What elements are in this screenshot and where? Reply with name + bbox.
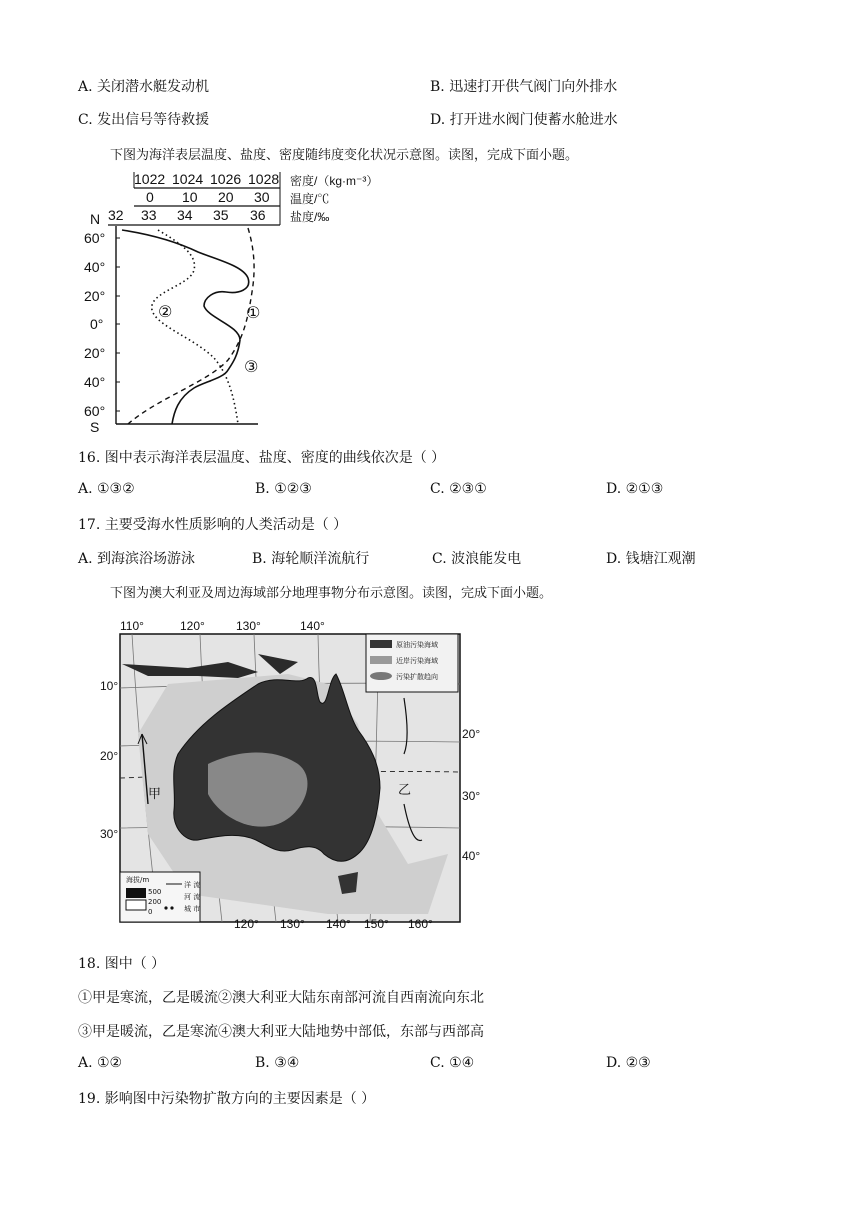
question-18: 18. 图中（ ）: [78, 956, 166, 972]
lat-label: 40°: [84, 374, 106, 390]
lat-label: 20°: [462, 727, 481, 741]
elev-value: 200: [148, 898, 162, 906]
lon-label: 130°: [236, 619, 261, 633]
intro-figure1: 下图为海洋表层温度、盐度、密度随纬度变化状况示意图。读图，完成下面小题。: [110, 148, 579, 163]
lon-label: 120°: [234, 917, 259, 931]
lon-label: 110°: [120, 619, 144, 633]
temp-label: 温度/℃: [290, 192, 330, 206]
lon-label: 120°: [180, 619, 205, 633]
lat-label: 40°: [84, 259, 106, 275]
temp-tick: 0: [146, 189, 154, 205]
lon-label: 130°: [280, 917, 305, 931]
salinity-tick: 32: [108, 207, 124, 223]
ocean-property-figure: [78, 168, 408, 436]
legend-item: 近岸污染海域: [396, 657, 438, 665]
question-17: 17. 主要受海水性质影响的人类活动是（ ）: [78, 517, 348, 533]
lon-label: 150°: [364, 917, 389, 931]
q17-option-a[interactable]: A. 到海滨浴场游泳: [78, 551, 196, 567]
q16-option-c[interactable]: C. ②③①: [430, 481, 487, 497]
elev-value: 0: [148, 908, 153, 916]
question-19: 19. 影响图中污染物扩散方向的主要因素是（ ）: [78, 1091, 376, 1107]
question-16: 16. 图中表示海洋表层温度、盐度、密度的曲线依次是（ ）: [78, 450, 446, 466]
q18-statement-1: ①甲是寒流，乙是暖流②澳大利亚大陆东南部河流自西南流向东北: [78, 990, 484, 1006]
density-tick: 1022: [134, 171, 166, 187]
lat-label: 10°: [100, 679, 119, 693]
lat-label: 60°: [84, 403, 106, 419]
legend-item: 污染扩散趋向: [396, 673, 438, 681]
lat-label: 20°: [84, 288, 106, 304]
salinity-tick: 36: [250, 207, 266, 223]
intro-figure2: 下图为澳大利亚及周边海域部分地理事物分布示意图。读图，完成下面小题。: [110, 586, 553, 601]
density-label: 密度/（kg·m⁻³）: [290, 174, 379, 188]
option-c[interactable]: C. 发出信号等待救援: [78, 112, 210, 128]
q18-option-d[interactable]: D. ②③: [606, 1055, 651, 1071]
lat-label: 20°: [84, 345, 106, 361]
curve-solid: [122, 230, 249, 424]
option-a[interactable]: A. 关闭潜水艇发动机: [78, 79, 210, 95]
temp-tick: 30: [254, 189, 270, 205]
legend2-item: 洋 流: [184, 881, 201, 889]
current-label-yi: 乙: [398, 782, 412, 797]
q17-option-c[interactable]: C. 波浪能发电: [432, 551, 522, 567]
temp-tick: 20: [218, 189, 234, 205]
lon-label: 160°: [408, 917, 433, 931]
q17-option-d[interactable]: D. 钱塘江观潮: [606, 551, 696, 567]
lat-label: 30°: [462, 789, 481, 803]
legend2-item: 河 流: [184, 893, 201, 901]
legend-item: 原油污染海域: [396, 641, 438, 649]
salinity-tick: 33: [141, 207, 157, 223]
elev-value: 500: [148, 888, 162, 896]
australia-map-figure: [100, 614, 488, 932]
q16-option-b[interactable]: B. ①②③: [255, 481, 312, 497]
lat-label: 40°: [462, 849, 481, 863]
q16-option-a[interactable]: A. ①③②: [78, 481, 135, 497]
curve-label-3: ③: [244, 357, 259, 376]
lat-label: S: [90, 419, 100, 435]
density-tick: 1024: [172, 171, 204, 187]
lon-label: 140°: [300, 619, 325, 633]
option-b[interactable]: B. 迅速打开供气阀门向外排水: [430, 79, 618, 95]
lon-label: 140°: [326, 917, 351, 931]
lat-label: 0°: [90, 316, 104, 332]
curve-label-1: ①: [246, 303, 261, 322]
salinity-label: 盐度/‰: [290, 210, 330, 224]
salinity-tick: 35: [213, 207, 229, 223]
curve-dashed: [128, 228, 254, 424]
salinity-tick: 34: [177, 207, 193, 223]
q18-option-c[interactable]: C. ①④: [430, 1055, 475, 1071]
q18-option-b[interactable]: B. ③④: [255, 1055, 300, 1071]
current-label-jia: 甲: [148, 786, 162, 801]
q17-option-b[interactable]: B. 海轮顺洋流航行: [252, 551, 370, 567]
lat-label: N: [90, 211, 101, 227]
q18-statement-2: ③甲是暖流，乙是寒流④澳大利亚大陆地势中部低，东部与西部高: [78, 1024, 484, 1040]
lat-label: 20°: [100, 749, 119, 763]
density-tick: 1026: [210, 171, 242, 187]
curve-dotted: [152, 230, 238, 424]
q18-option-a[interactable]: A. ①②: [78, 1055, 123, 1071]
option-d[interactable]: D. 打开进水阀门使蓄水舱进水: [430, 112, 618, 128]
lat-label: 60°: [84, 230, 106, 246]
temp-tick: 10: [182, 189, 198, 205]
q16-option-d[interactable]: D. ②①③: [606, 481, 664, 497]
curve-label-2: ②: [158, 302, 173, 321]
legend2-item: 城 市: [184, 905, 201, 913]
elev-title: 海拔/m: [126, 876, 150, 884]
lat-label: 30°: [100, 827, 119, 841]
density-tick: 1028: [248, 171, 280, 187]
